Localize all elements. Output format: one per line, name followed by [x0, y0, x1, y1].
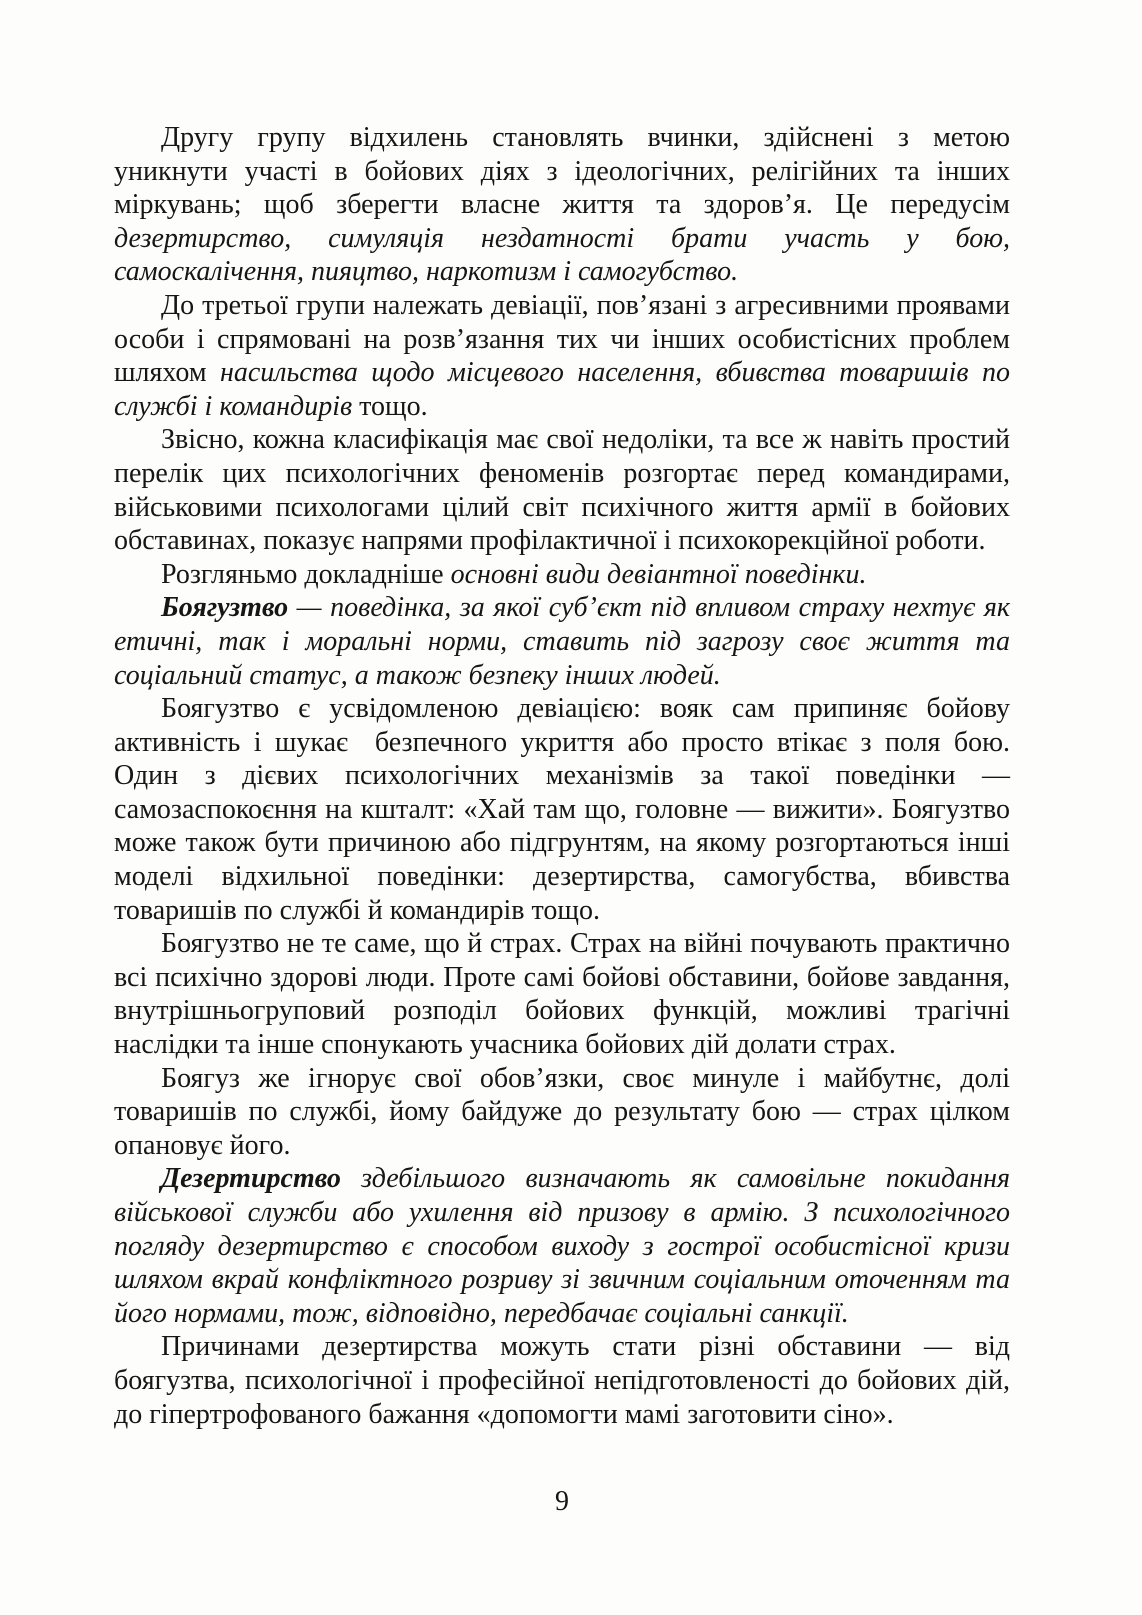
paragraph-text: Розгляньмо докладніше: [161, 558, 451, 590]
text-block: [114, 121, 1017, 1431]
paragraph-cowardice-conscious: [114, 692, 1017, 927]
paragraph-intro-deviant-types: [114, 558, 1010, 592]
paragraph-text: Причинами дезертирства можуть стати різні обставини — від боягузтва, психологічної і професійної непідготовленості до бойових дій, до гіпертрофованого бажання «допомогти мамі заготовити сіно».: [114, 1331, 1017, 1430]
term-desertion: Дезертирство: [161, 1163, 341, 1195]
paragraph-cowardice-vs-fear: [114, 927, 1017, 1061]
paragraph-text-italic: здебільшого визначають як самовільне покидання військової служби або ухилення від призову в армію. З психологічного погляду дезертирство є способом виходу з гострої особистісної кризи шляхом вкрай конфліктного розриву зі звичним соціальним оточенням та його нормами, тож, відповідно, передбачає соціальні санкції.: [114, 1163, 1017, 1329]
paragraph-cowardice-definition: [114, 591, 1017, 692]
paragraph-coward-ignores: [114, 1062, 1017, 1163]
paragraph-third-group: [114, 289, 1017, 423]
paragraph-text: Боягузтво не те саме, що й страх. Страх на війні почувають практично всі психічно здорові люди. Проте самі бойові обставини, бойове завдання, внутрішньогруповий розподіл бойових функцій, можливі трагічні наслідки та інше спонукають учасника бойових дій долати страх.: [114, 928, 1017, 1061]
paragraph-text: тощо.: [352, 390, 428, 422]
paragraph-classification: [114, 423, 1017, 557]
paragraph-text: Боягузтво є усвідомленою девіацією: вояк сам припиняє бойову активність і шукає безпечного укриття або просто втікає з поля бою. Один з дієвих психологічних механізмів за такої поведінки — самозаспокоєння на кшталт: «Хай там що, головне — вижити». Боягузтво може також бути причиною або підгрунтям, на якому розгортаються інші моделі відхильної поведінки: дезертирства, самогубства, вбивства товаришів по службі й командирів тощо.: [114, 693, 1017, 926]
paragraph-text: До третьої групи належать девіації, пов’язані з агресивними проявами особи і спрямовані на розв’язання тих чи інших особистісних проблем шляхом: [114, 289, 1017, 389]
paragraph-text: Боягуз же ігнорує свої обов’язки, своє минуле і майбутнє, долі товаришів по службі, йому байдуже до результату бою — страх цілком опановує його.: [114, 1062, 1017, 1161]
term-cowardice: Боягузтво: [161, 592, 289, 624]
paragraph-desertion-definition: [114, 1162, 1017, 1330]
paragraph-second-group: [114, 121, 1017, 289]
paragraph-text: Звісно, кожна класифікація має свої недоліки, та все ж навіть простий перелік цих психологічних феноменів розгортає перед командирами, військовими психологами цілий світ психічного життя армії в бойових обставинах, показує напрями профілактичної і психокорекційної роботи.: [114, 424, 1017, 557]
paragraph-text-italic: дезертирство, симуляція нездатності брати участь у бою, самоскалічення, пияцтво, наркотизм і самогубство.: [114, 222, 1017, 288]
paragraph-text-italic: основні види девіантної поведінки.: [450, 558, 867, 590]
paragraph-text-italic: — поведінка, за якої суб’єкт під впливом страху нехтує як етичні, так і моральні норми, ставить під загрозу своє життя та соціальний статус, а також безпеку інших людей.: [114, 592, 1017, 691]
page-number: 9: [555, 1486, 569, 1517]
paragraph-text-italic: насильства щодо місцевого населення, вбивства товаришів по службі і командирів: [114, 357, 1017, 422]
paragraph-text: Другу групу відхилень становлять вчинки, здійснені з метою уникнути участі в бойових діях з ідеологічних, релігійних та інших міркувань; щоб зберегти власне життя та здоров’я. Це передусім: [114, 122, 1017, 221]
paragraph-desertion-causes: [114, 1330, 1017, 1431]
